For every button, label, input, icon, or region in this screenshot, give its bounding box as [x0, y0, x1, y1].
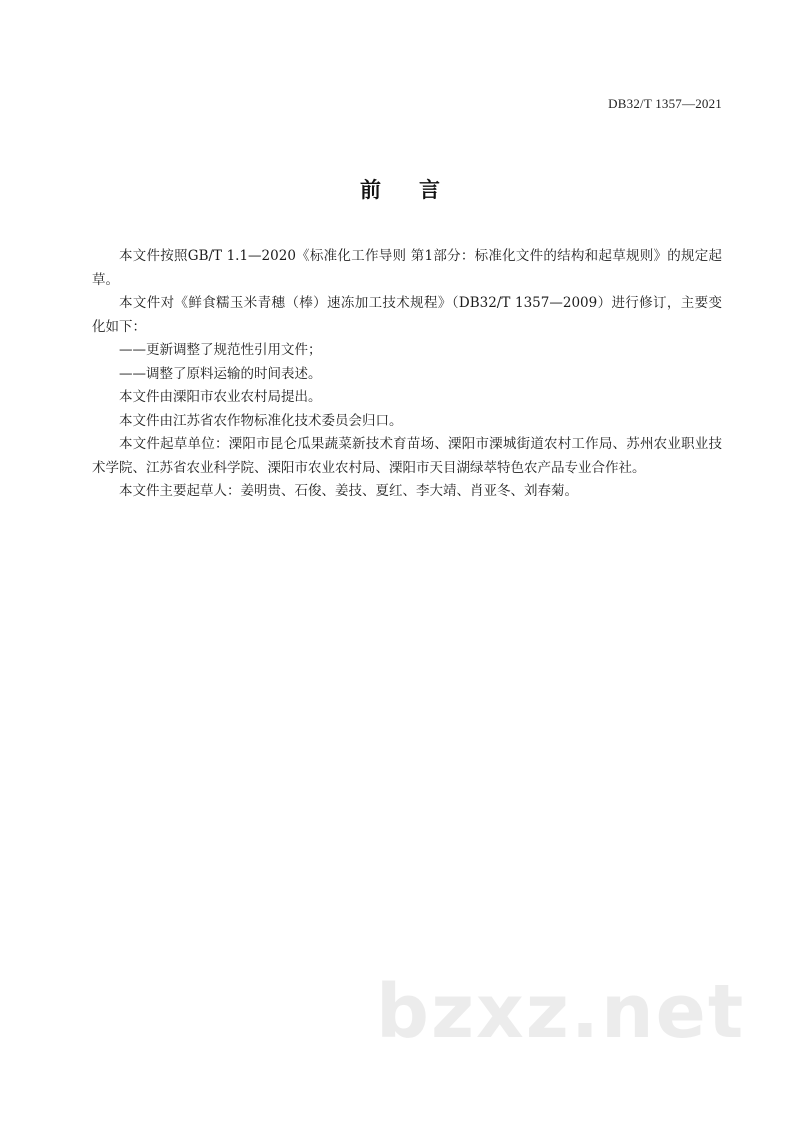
document-code: DB32/T 1357—2021 [608, 96, 722, 111]
paragraph-revision-note: 本文件对《鲜食糯玉米青穗（棒）速冻加工技术规程》（DB32/T 1357—2009）进行修订，主要变化如下： [92, 295, 722, 335]
list-item-change-2: ——调整了原料运输的时间表述。 [119, 365, 322, 382]
paragraph-committee: 本文件由江苏省农作物标准化技术委员会归口。 [119, 412, 403, 429]
paragraph-proposer: 本文件由溧阳市农业农村局提出。 [119, 389, 322, 405]
paragraph-drafting-units: 本文件起草单位：溧阳市昆仑瓜果蔬菜新技术育苗场、溧阳市溧城街道农村工作局、苏州农业职业技术学院、江苏省农业科学院、溧阳市农业农村局、溧阳市天目湖绿萃特色农产品专业合作社。 [92, 436, 722, 476]
paragraph-drafting-rules: 本文件按照GB/T 1.1—2020《标准化工作导则 第1部分：标准化文件的结构和起草规则》的规定起草。 [92, 248, 722, 288]
page-title: 前言 [360, 178, 478, 202]
paragraph-drafters: 本文件主要起草人：姜明贵、石俊、姜技、夏红、李大靖、肖亚冬、刘春菊。 [119, 483, 578, 499]
watermark: bzxz.net [376, 969, 746, 1055]
document-body [92, 245, 722, 504]
list-item-change-1: ——更新调整了规范性引用文件； [119, 342, 322, 358]
